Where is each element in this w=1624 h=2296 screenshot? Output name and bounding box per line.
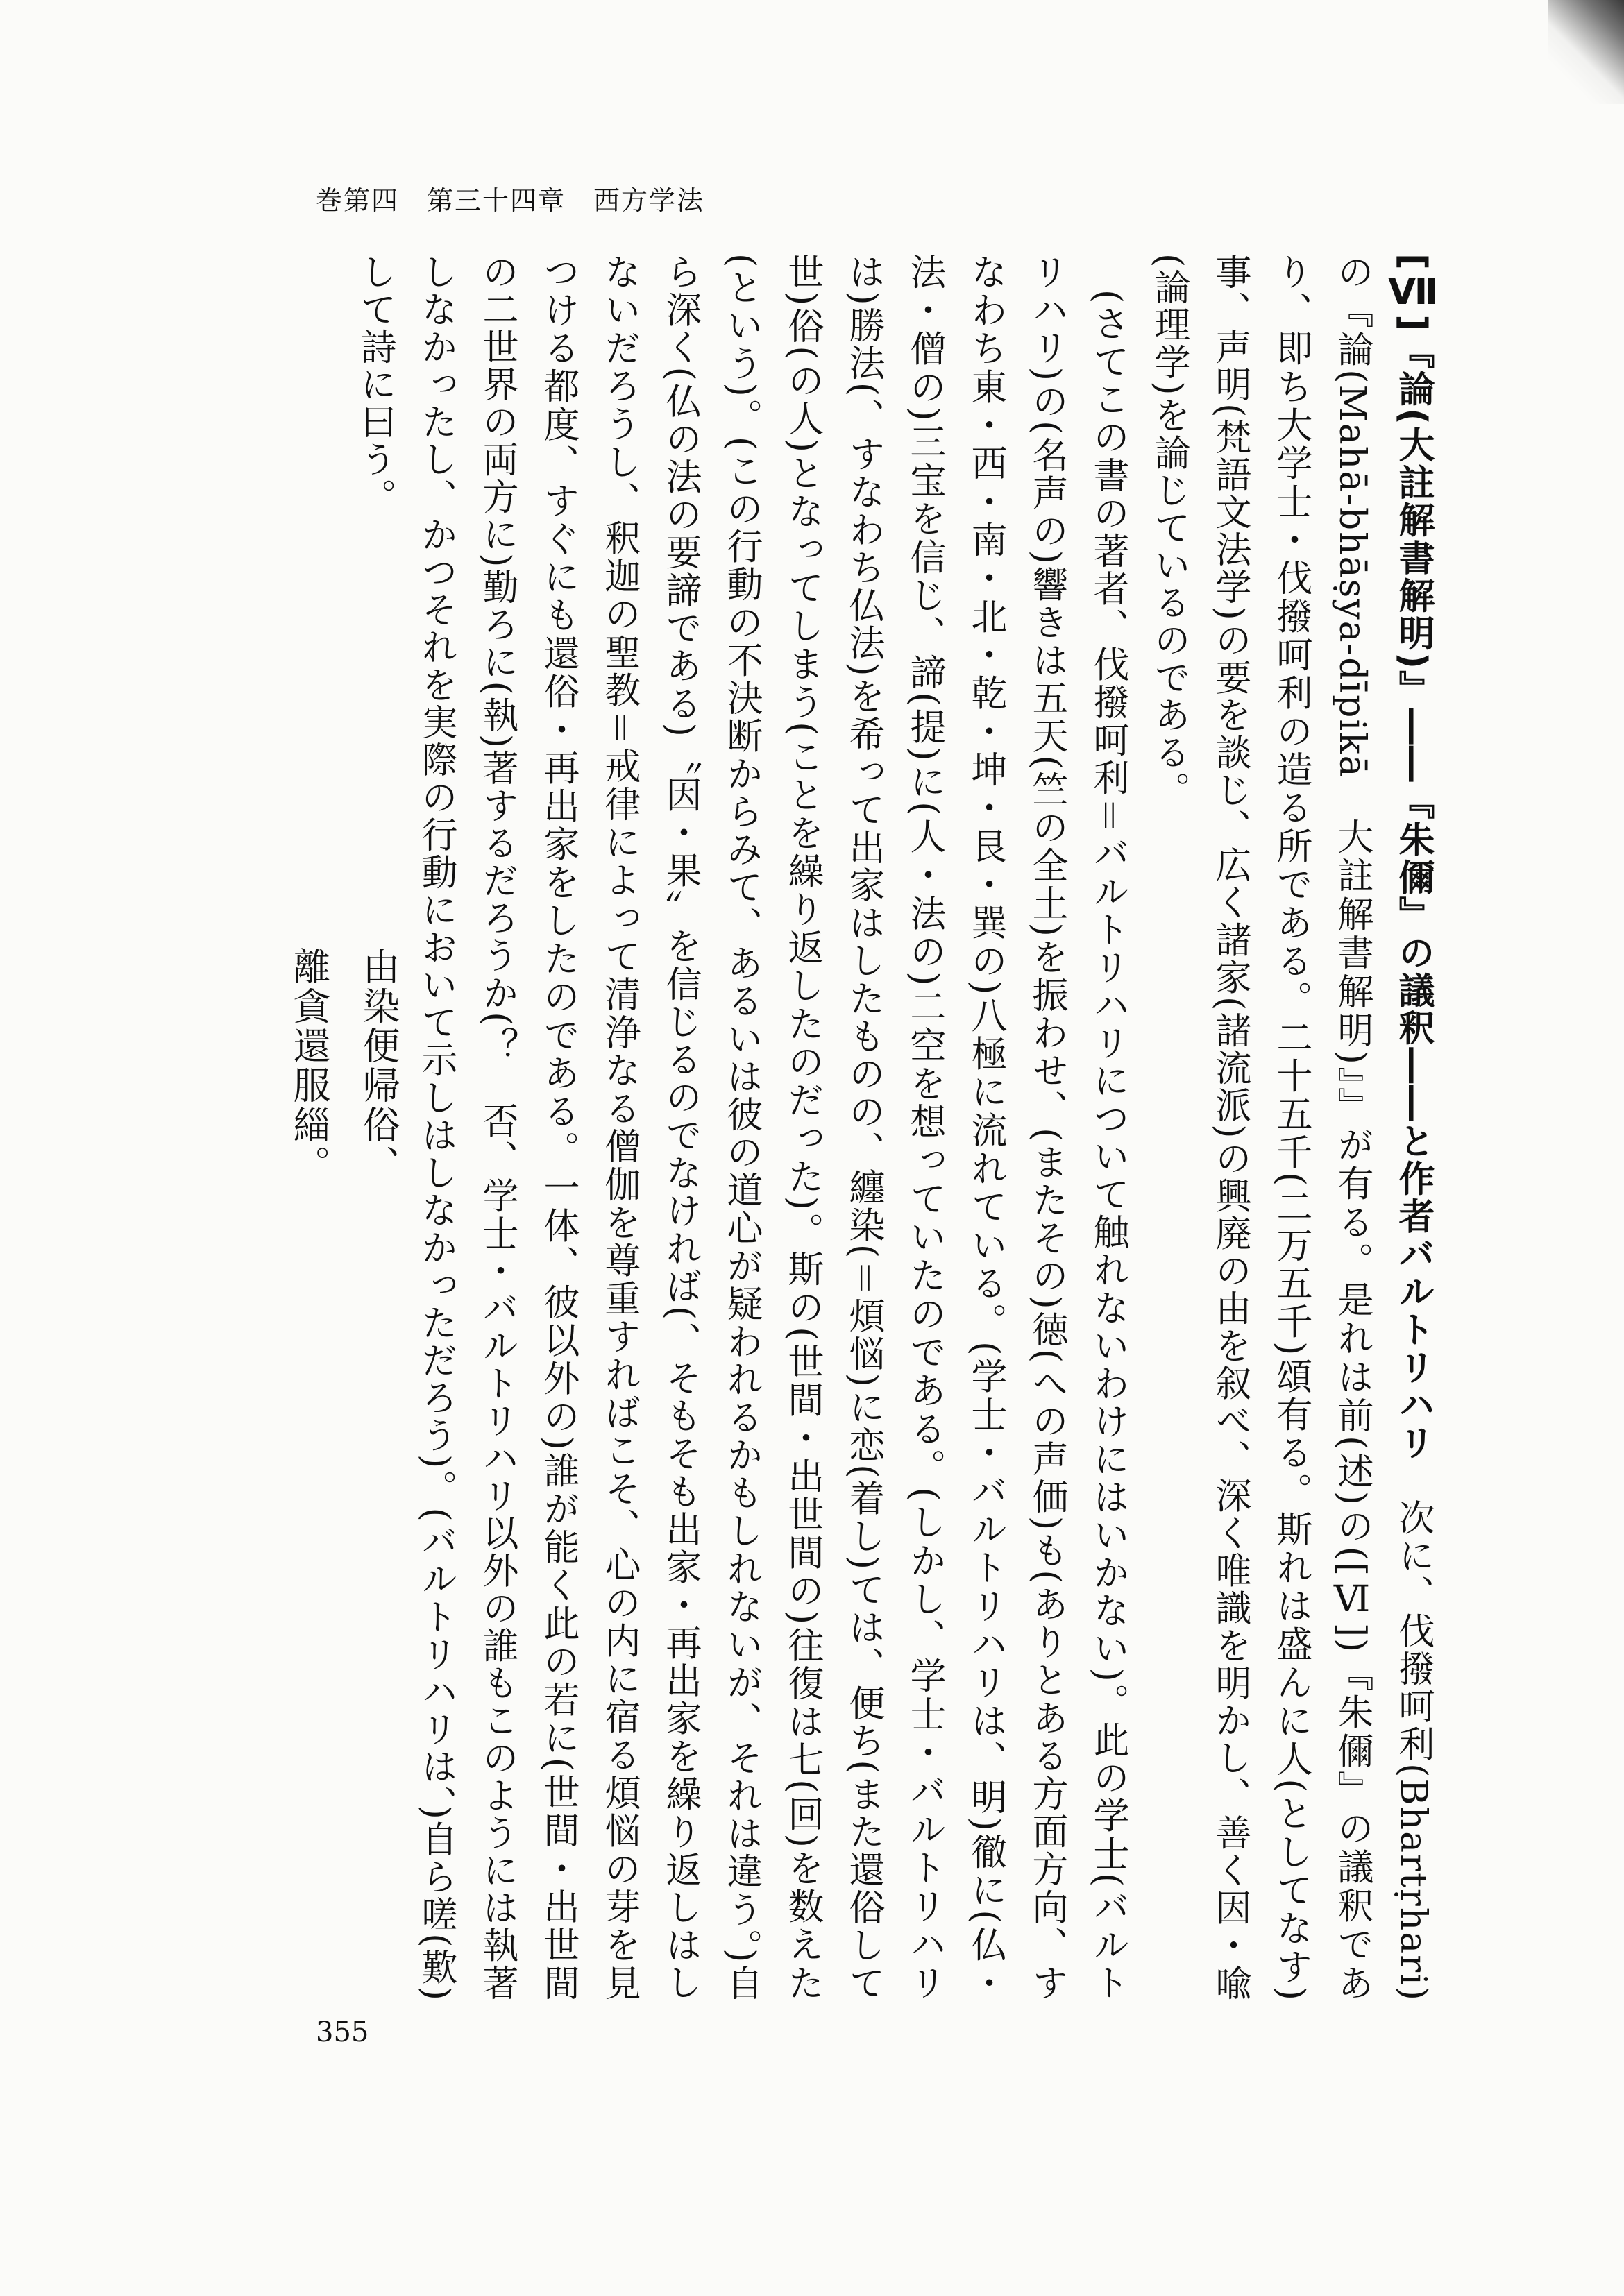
section-number: [Ⅶ]: [1392, 253, 1434, 333]
body-text: [354, 253, 1444, 2002]
poem-line-2: 離貪還服緇。: [287, 947, 331, 1184]
paragraph-1: [1138, 253, 1444, 2002]
paragraph-2: (さてこの書の著者、伐撥呵利＝バルトリハリについて触れないわけにはいかない)。此の学士(バルトリハリ)の(名声の)響きは五天(竺の全土)を振わせ、(またその)徳(への声価)も(ありとある方面方向、すなわち東・西・南・北・乾・坤・艮・巽の)八極に流れている。(学士・バルトリハリは、明)徹に(仏・法・僧の)三宝を信じ、諦(提)に(人・法の)二空を想っていたのである。(しかし、学士・バルトリハリは)勝法(、すなわち仏法)を希って出家はしたものの、纏染(＝煩悩)に恋(着し)ては、便ち(また還俗して世)俗(の人)となってしまう(ことを繰り返したのだった)。斯の(世間・出世間の)往復は七(回)を数えた(という)。(この行動の不決断からみて、あるいは彼の道心が疑われるかもしれないが、それは違う。)自ら深く(仏の法の要諦である)〝因・果〟を信じるのでなければ(、そもそも出家・再出家を繰り返しはしないだろうし、釈迦の聖教＝戒律によって清浄なる僧伽を尊重すればこそ、心の内に宿る煩悩の芽を見つける都度、すぐにも還俗・再出家をしたのである。一体、彼以外の)誰が能く此の若に(世間・出世間の二世界の両方に)勤ろに(執)著するだろうか(？ 否、学士・バルトリハリ以外の誰もこのようには執著しなかったし、かつそれを実際の行動において示しはしなかっただろう)。(バルトリハリは、)自ら嗟(歎)して詩に曰う。: [354, 253, 1128, 2002]
running-head: 巻第四 第三十四章 西方学法: [316, 185, 705, 216]
paragraph-1-text: 次に、伐撥呵利(Bhartṛhari)の『論(Mahā-bhāṣya-dīpikā 大註解書解明)』』が有る。是れは前(述)の([Ⅵ])『朱儞』の議釈であり、即ち大学士・伐撥呵利の造る所である。二十五千(二万五千)頌有る。斯れは盛んに人(としてなす)事、声明(梵語文法学)の要を談じ、広く諸家(諸流派)の興廃の由を叙べ、深く唯識を明かし、善く因・喩(論理学)を論じているのである。: [1148, 253, 1434, 2002]
poem: [274, 947, 413, 1502]
section-heading: 『論(大註解書解明)』――『朱儞』の議釈――と作者バルトリハリ: [1392, 332, 1434, 1462]
scan-corner-shadow: [1548, 0, 1624, 104]
page-number: 355: [316, 2016, 369, 2048]
poem-line-1: 由染便帰俗、: [357, 947, 400, 1184]
